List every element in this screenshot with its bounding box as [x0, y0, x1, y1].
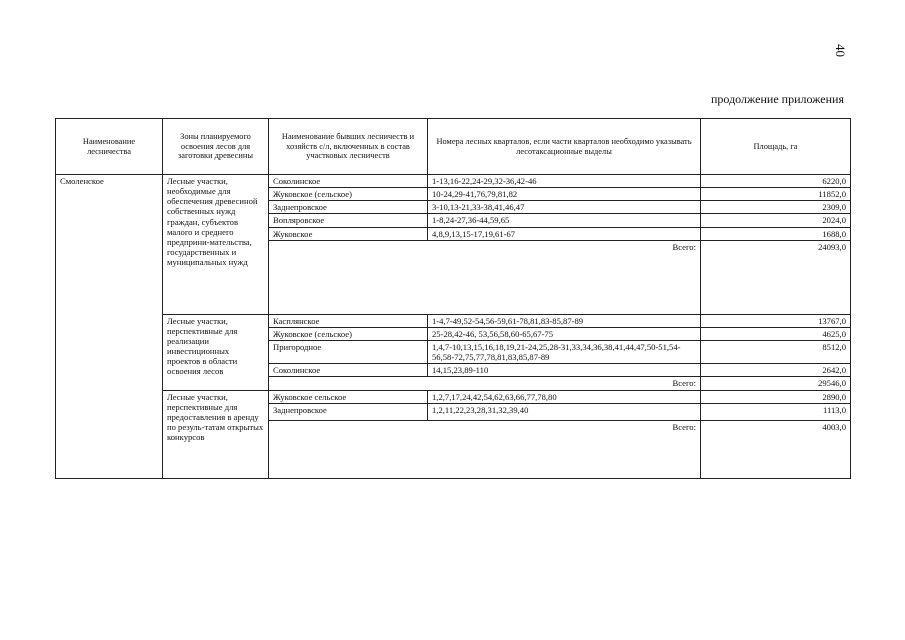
area-value: 1688,0	[701, 227, 851, 240]
quarter-numbers: 1-13,16-22,24-29,32-36,42-46	[428, 175, 701, 188]
former-forestry-name: Жуковское сельское	[269, 390, 428, 403]
area-value: 2642,0	[701, 364, 851, 377]
table-row	[56, 390, 851, 403]
forest-zones-table	[55, 118, 851, 479]
former-forestry-name: Заднепровское	[269, 403, 428, 420]
former-forestry-name: Соколинское	[269, 175, 428, 188]
table-header-row	[56, 119, 851, 175]
column-header-forestry: Наименование лесничества	[56, 119, 163, 175]
column-header-quarters: Номера лесных кварталов, если части кварталов необходимо указывать лесотаксационные выделы	[428, 119, 701, 175]
quarter-numbers: 1-4,7-49,52-54,56-59,61-78,81,83-85,87-89	[428, 314, 701, 327]
area-value: 8512,0	[701, 340, 851, 363]
table-continuation-heading: продолжение приложения	[711, 92, 844, 106]
area-value: 1113,0	[701, 403, 851, 420]
area-value: 2309,0	[701, 201, 851, 214]
former-forestry-name: Заднепровское	[269, 201, 428, 214]
area-value: 6220,0	[701, 175, 851, 188]
quarter-numbers: 1-8,24-27,36-44,59,65	[428, 214, 701, 227]
column-header-area: Площадь, га	[701, 119, 851, 175]
zone-name: Лесные участки, перспективные для реализации инвестиционных проектов в области освоения лесов	[163, 314, 269, 390]
zone-name: Лесные участки, перспективные для предоставления в аренду по резуль-татам открытых конкурсов	[163, 390, 269, 478]
page-number: 40	[833, 44, 848, 57]
quarter-numbers: 4,8,9,13,15-17,19,61-67	[428, 227, 701, 240]
quarter-numbers: 1,4,7-10,13,15,16,18,19,21-24,25,28-31,33,34,36,38,41,44,47,50-51,54-56,58-72,75,77,78,81,83,85,87-89	[428, 340, 701, 363]
former-forestry-name: Пригородное	[269, 340, 428, 363]
former-forestry-name: Жуковское (сельское)	[269, 327, 428, 340]
area-value: 13767,0	[701, 314, 851, 327]
forestry-name: Смоленское	[56, 175, 163, 479]
quarter-numbers: 1,2,11,22,23,28,31,32,39,40	[428, 403, 701, 420]
former-forestry-name: Жуковское	[269, 227, 428, 240]
area-value: 2890,0	[701, 390, 851, 403]
quarter-numbers: 25-28,42-46, 53,56,58,60-65,67-75	[428, 327, 701, 340]
table-row	[56, 175, 851, 188]
total-label: Всего:	[269, 420, 701, 478]
area-value: 11852,0	[701, 188, 851, 201]
quarter-numbers: 1,2,7,17,24,42,54,62,63,66,77,78,80	[428, 390, 701, 403]
total-label: Всего:	[269, 240, 701, 314]
former-forestry-name: Жуковское (сельское)	[269, 188, 428, 201]
total-value: 29546,0	[701, 377, 851, 390]
total-label: Всего:	[269, 377, 701, 390]
total-value: 24093,0	[701, 240, 851, 314]
former-forestry-name: Касплянское	[269, 314, 428, 327]
quarter-numbers: 14,15,23,89-110	[428, 364, 701, 377]
quarter-numbers: 10-24,29-41,76,79,81,82	[428, 188, 701, 201]
quarter-numbers: 3-10,13-21,33-38,41,46,47	[428, 201, 701, 214]
former-forestry-name: Соколинское	[269, 364, 428, 377]
former-forestry-name: Вопляровское	[269, 214, 428, 227]
table-row	[56, 314, 851, 327]
area-value: 2024,0	[701, 214, 851, 227]
total-value: 4003,0	[701, 420, 851, 478]
column-header-former-forestries: Наименование бывших лесничеств и хозяйств с/л, включенных в состав участковых лесничеств	[269, 119, 428, 175]
column-header-zone: Зоны планируемого освоения лесов для заготовки древесины	[163, 119, 269, 175]
zone-name: Лесные участки, необходимые для обеспечения древесиной собственных нужд граждан, субъектов малого и среднего предприни-мательства, государственных и муниципальных нужд	[163, 175, 269, 315]
area-value: 4625,0	[701, 327, 851, 340]
